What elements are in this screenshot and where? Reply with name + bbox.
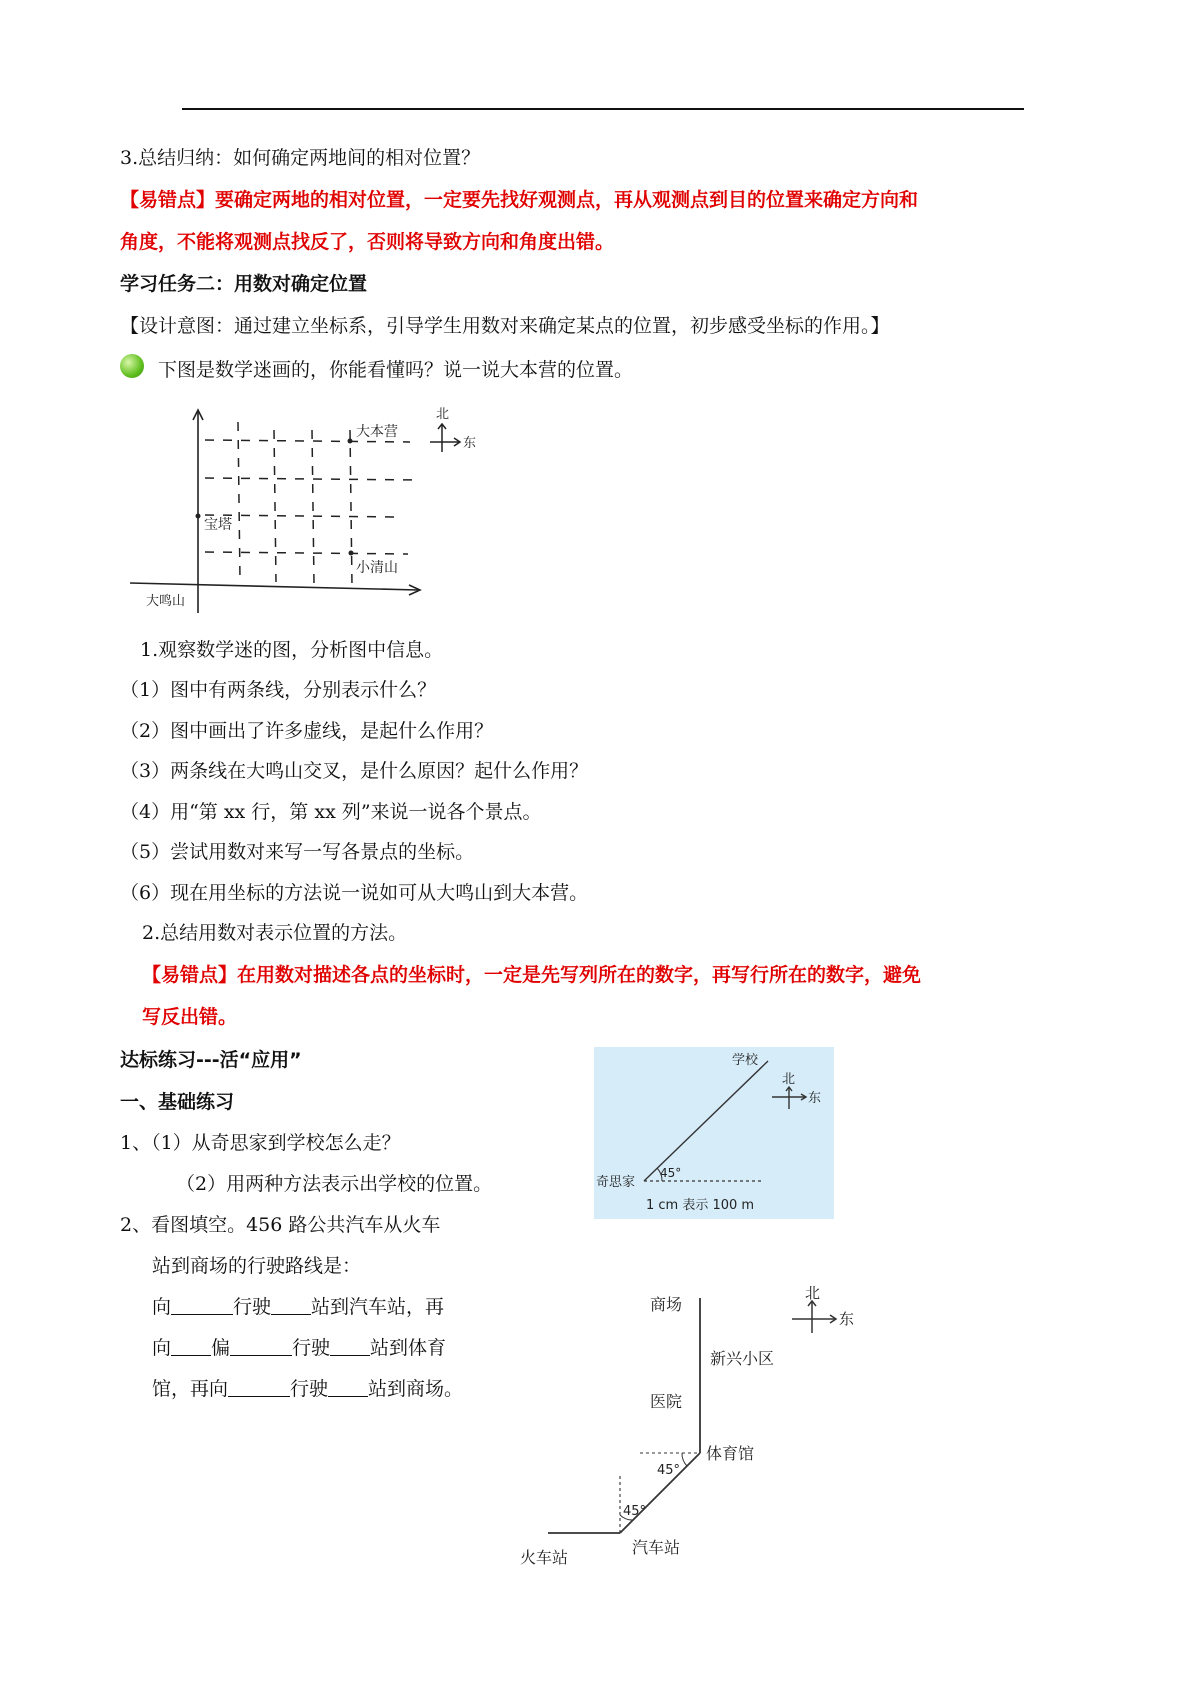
map1-compass-icon: [772, 1087, 806, 1109]
school-label: 学校: [732, 1053, 759, 1068]
figure-prompt: 下图是数学迷画的，你能看懂吗？说一说大本营的位置。: [158, 359, 634, 381]
practice-heading: 达标练习---活“应用”: [120, 1049, 302, 1071]
pitfall-2-line-1: 【易错点】在用数对描述各点的坐标时，一定是先写列所在的数字，再写行所在的数字，避免: [142, 964, 922, 986]
xinxing-label: 新兴小区: [710, 1349, 775, 1368]
question-6: （6）现在用坐标的方法说一说如可从大鸣山到大本营。: [120, 882, 589, 904]
pitfall-line-2: 角度，不能将观测点找反了，否则将导致方向和角度出错。: [120, 231, 615, 253]
sketch-x-axis: [130, 583, 418, 590]
school-map: [594, 1047, 834, 1219]
map1-angle-label: 45°: [660, 1166, 682, 1180]
question-4: （4）用“第 xx 行，第 xx 列”来说一说各个景点。: [120, 801, 542, 823]
exercise-1a: 1、（1）从奇思家到学校怎么走？: [120, 1132, 401, 1154]
bus-route-map: [510, 1278, 890, 1578]
home-label: 奇思家: [596, 1175, 636, 1190]
hospital-label: 医院: [650, 1392, 683, 1411]
blank[interactable]: [228, 1378, 290, 1397]
header-rule: [182, 108, 1024, 110]
hill-point: [349, 551, 354, 556]
map2-north-label: 北: [805, 1284, 821, 1302]
blank[interactable]: [271, 1296, 311, 1315]
design-intent: 【设计意图：通过建立坐标系，引导学生用数对来确定某点的位置，初步感受坐标的作用。】: [120, 315, 890, 337]
sketch-east-label: 东: [463, 436, 477, 451]
blank[interactable]: [171, 1296, 233, 1315]
camp-label: 大本营: [356, 424, 398, 440]
blank[interactable]: [230, 1337, 292, 1356]
camp-point: [348, 439, 353, 444]
question-1: （1）图中有两条线，分别表示什么？: [120, 679, 437, 701]
question-5: （5）尝试用数对来写一写各景点的坐标。: [120, 841, 475, 863]
fill-line-2: 向 偏 行驶 站到体育: [152, 1337, 447, 1359]
sketch-compass-icon: [430, 424, 460, 452]
map2-compass-icon: [792, 1301, 836, 1333]
basic-practice-heading: 一、基础练习: [120, 1091, 235, 1113]
bullet-dot-icon: [120, 354, 144, 378]
map1-north-label: 北: [782, 1072, 796, 1087]
hill-label: 小清山: [356, 560, 398, 576]
question-2: （2）图中画出了许多虚线，是起什么作用？: [120, 720, 494, 742]
summary-method: 2.总结用数对表示位置的方法。: [142, 922, 408, 944]
summary-heading: 3.总结归纳：如何确定两地间的相对位置？: [120, 147, 481, 169]
gym-angle-label: 45°: [657, 1463, 681, 1478]
blank[interactable]: [328, 1378, 368, 1397]
map2-east-label: 东: [839, 1310, 855, 1328]
bus-route-path: [548, 1298, 700, 1533]
bus-station-label: 汽车站: [632, 1538, 681, 1557]
exercise-2-route: 站到商场的行驶路线是：: [152, 1255, 362, 1277]
map1-east-label: 东: [808, 1091, 822, 1106]
mall-label: 商场: [650, 1295, 683, 1314]
blank[interactable]: [330, 1337, 370, 1356]
gym-label: 体育馆: [706, 1444, 755, 1463]
observe-heading: 1.观察数学迷的图，分析图中信息。: [140, 639, 444, 661]
pitfall-line-1: 【易错点】要确定两地的相对位置，一定要先找好观测点，再从观测点到目的位置来确定方向和: [120, 189, 919, 211]
pagoda-point: [196, 514, 201, 519]
sketch-north-label: 北: [436, 407, 450, 422]
home-school-path: [644, 1061, 768, 1181]
exercise-2-intro: 2、看图填空。456 路公共汽车从火车: [120, 1214, 441, 1236]
pagoda-label: 宝塔: [204, 517, 232, 533]
bus-angle-label: 45°: [623, 1504, 647, 1519]
map1-scale-label: 1 cm 表示 100 m: [646, 1198, 755, 1213]
fill-line-1: 向 行驶 站到汽车站，再: [152, 1296, 445, 1318]
pitfall-2-line-2: 写反出错。: [142, 1006, 238, 1028]
train-station-label: 火车站: [520, 1548, 569, 1567]
coordinate-sketch: [146, 400, 500, 625]
question-3: （3）两条线在大鸣山交叉，是什么原因？起什么作用？: [120, 760, 589, 782]
blank[interactable]: [171, 1337, 211, 1356]
exercise-1b: （2）用两种方法表示出学校的位置。: [176, 1173, 493, 1195]
task-two-heading: 学习任务二：用数对确定位置: [120, 273, 368, 295]
origin-label: 大鸣山: [146, 594, 186, 609]
fill-line-3: 馆，再向 行驶 站到商场。: [152, 1378, 464, 1400]
